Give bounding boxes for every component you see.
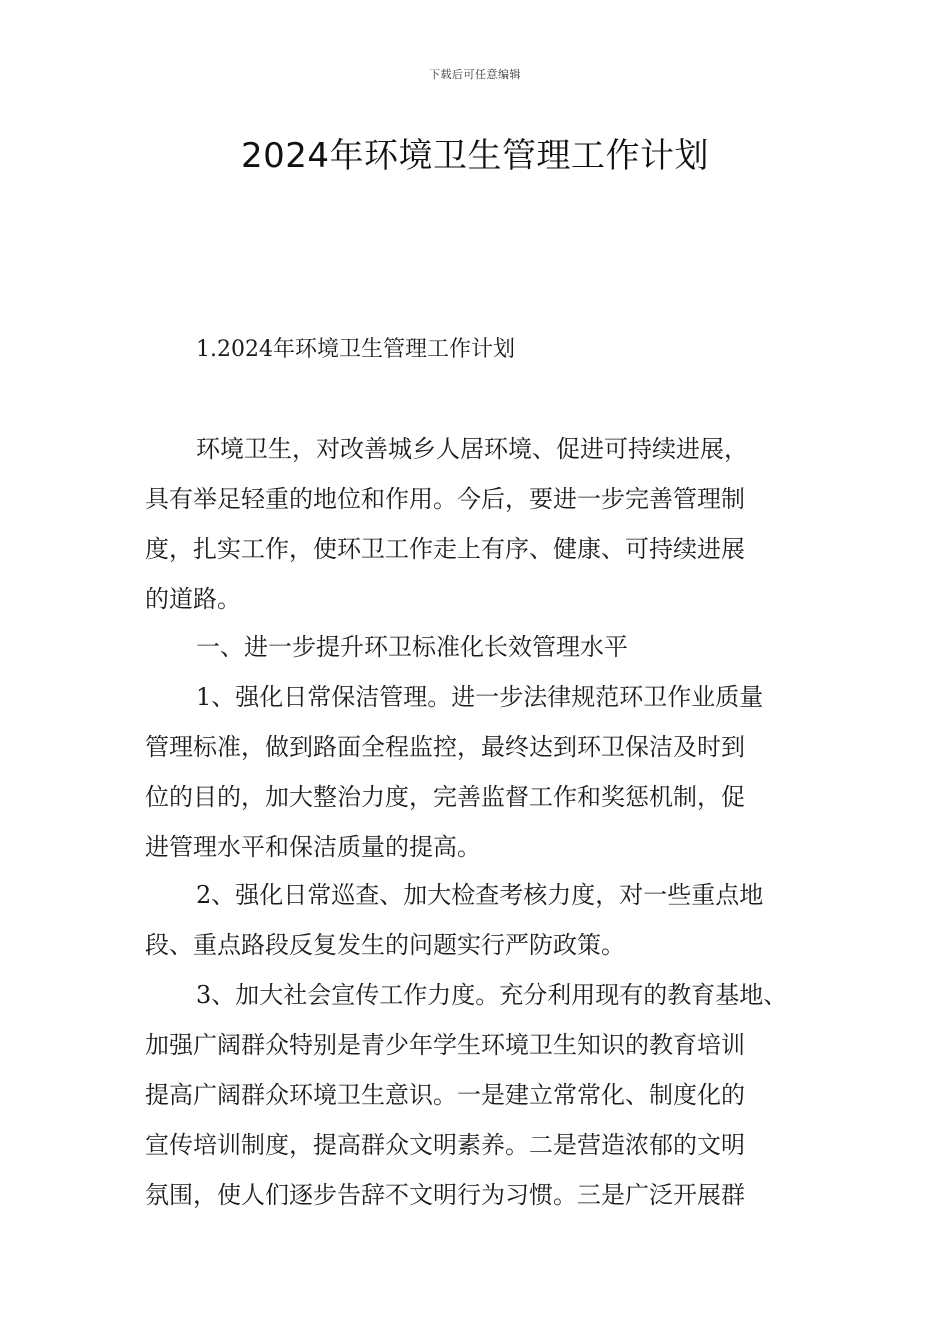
- body-line: 3、加大社会宣传工作力度。充分利用现有的教育基地、: [196, 981, 788, 1009]
- section-heading: 1.2024年环境卫生管理工作计划: [196, 337, 515, 362]
- body-line: 1、强化日常保洁管理。进一步法律规范环卫作业质量: [196, 683, 764, 711]
- body-line: 氛围，使人们逐步告辞不文明行为习惯。三是广泛开展群: [145, 1181, 745, 1209]
- body-line: 管理标准，做到路面全程监控，最终达到环卫保洁及时到: [145, 733, 745, 761]
- body-line: 提高广阔群众环境卫生意识。一是建立常常化、制度化的: [145, 1081, 745, 1109]
- body-line: 环境卫生，对改善城乡人居环境、促进可持续进展，: [196, 435, 748, 463]
- body-line: 加强广阔群众特别是青少年学生环境卫生知识的教育培训: [145, 1031, 745, 1059]
- body-line: 进管理水平和保洁质量的提高。: [145, 833, 481, 861]
- body-line: 一、进一步提升环卫标准化长效管理水平: [196, 633, 628, 661]
- body-line: 宣传培训制度，提高群众文明素养。二是营造浓郁的文明: [145, 1131, 745, 1159]
- body-line: 段、重点路段反复发生的问题实行严防政策。: [145, 931, 625, 959]
- body-line: 具有举足轻重的地位和作用。今后，要进一步完善管理制: [145, 485, 745, 513]
- header-note: 下载后可任意编辑: [429, 68, 521, 81]
- document-title: 2024年环境卫生管理工作计划: [240, 136, 710, 176]
- body-line: 2、强化日常巡查、加大检查考核力度，对一些重点地: [196, 881, 764, 909]
- body-line: 的道路。: [145, 585, 241, 613]
- body-line: 度，扎实工作，使环卫工作走上有序、健康、可持续进展: [145, 535, 745, 563]
- body-line: 位的目的，加大整治力度，完善监督工作和奖惩机制，促: [145, 783, 745, 811]
